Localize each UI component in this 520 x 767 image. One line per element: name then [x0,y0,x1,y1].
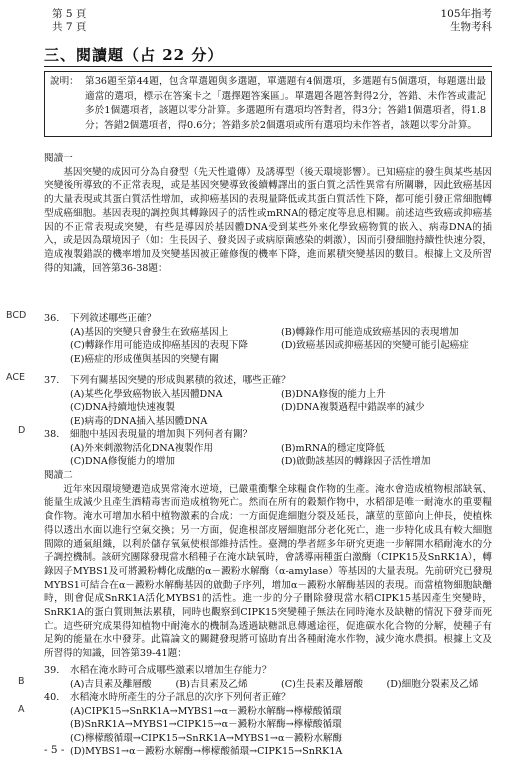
option-b[interactable]: (B)吉貝素及乙烯 [175,678,248,690]
question-number: 39. [44,665,60,676]
option-b[interactable]: (B)DNA修復的能力上升 [281,388,386,400]
page-footer-number: - 5 - [44,744,65,756]
passage-two-label: 閱讀二 [44,470,73,481]
answer-mark-39: B [18,676,25,687]
question-37 [44,374,492,428]
subject-name: 生物考科 [450,21,492,33]
instructions-label: 說明： [50,76,79,87]
question-number: 38. [44,429,60,440]
question-number: 37. [44,375,60,386]
option-a[interactable]: (A)某些化學致癌物嵌入基因體DNA [70,388,223,400]
question-stem: 細胞中基因表現量的增加與下列何者有關？ [70,429,253,440]
answer-mark-37: ACE [6,372,25,383]
option-a[interactable]: (A)吉貝素及離層酸 [70,678,152,690]
passage-one-label: 閱讀一 [44,153,73,164]
option-c[interactable]: (C)檸檬酸循環→CIPK15→SnRK1A→MYBS1→α－澱粉水解酶 [70,732,343,744]
question-stem: 下列有關基因突變的形成與累積的敘述，哪些正確？ [70,375,291,386]
option-d[interactable]: (D)致癌基因或抑癌基因的突變可能引起癌症 [281,340,469,352]
question-stem: 下列敘述哪些正確？ [70,313,157,324]
answer-mark-38: D [18,425,26,436]
option-a[interactable]: (A)基因的突變只會發生在致癌基因上 [70,326,229,338]
instructions-text: 第36題至第44題，包含單選題與多選題，單選題有4個選項，多選題有5個選項，每題選出最適當的選項，標示在答案卡之「選擇題答案區」。單選題各題答對得2分，答錯、未作答或畫記多於1個選項者，該題以零分計算。多選題所有選項均答對者，得3分；答錯1個選項者，得1.8分；答錯2個選項者，得0.6分；答錯多於2個選項或所有選項均未作答者，該題以零分計算。 [85,76,486,131]
option-b[interactable]: (B)轉錄作用可能造成致癌基因的表現增加 [281,326,459,338]
passage-two-text: 近年來因環境變遷造成異常淹水逆境，已嚴重衝擊全球糧食作物的生產。淹水會造成植物根部缺氧、能量生成減少且產生酒精毒害而造成植物死亡。然而在所有的穀類作物中，水稻卻是唯一耐淹水的重要糧食作物。淹水可增加水稻中植物激素的合成：一方面促進細胞分裂及延長，讓莖的莖節向上伸長，使植株得以透出水面以進行空氣交換；另一方面，促進根部皮層細胞部分老化死亡，進一步特化成具有較大細胞間隙的通氣組織，以利於儲存氧氣使根部維持活性。臺灣的學者經多年研究更進一步解開水稻耐淹水的分子調控機制。該研究團隊發現當水稻種子在淹水缺氧時，會誘導兩種蛋白激酶（CIPK15及SnRK1A），轉錄因子MYBS1及可將澱粉轉化成醣的α－澱粉水解酶（α-amylase）等基因的大量表現。先前研究已發現MYBS1可結合在α－澱粉水解酶基因的啟動子序列，增加α－澱粉水解酶基因的表現。而當植物細胞缺醣時，則會促成SnRK1A活化MYBS1的活性。進一步的分子刪除發現當水稻CIPK15基因產生突變時，SnRK1A的蛋白質則無法累積，同時也觀察到CIPK15突變種子無法在同時淹水及缺糖的情況下發芽而死亡。這些研究成果得知植物中耐淹水的機制為透過缺糖訊息傳遞途徑，促進碳水化合物的分解，使種子有足夠的能量在水中發芽。此篇論文的關鍵發現將可協助育出各種耐淹水作物，減少淹水農損。根據上文及所習得的知識，回答第39-41題： [44,483,492,660]
total-pages: 共 7 頁 [52,21,87,33]
exam-name: 105年指考 [440,8,492,20]
option-d[interactable]: (D)DNA複製過程中錯誤率的減少 [281,402,425,414]
option-d[interactable]: (D)MYBS1→α－澱粉水解酶→檸檬酸循環→CIPK15→SnRK1A [70,746,343,758]
option-d[interactable]: (D)細胞分裂素及乙烯 [386,678,479,690]
option-a[interactable]: (A)外來刺激物活化DNA複製作用 [70,442,213,454]
option-c[interactable]: (C)DNA持續地快速複製 [70,402,175,414]
passage-one-text: 基因突變的成因可分為自發型（先天性遺傳）及誘導型（後天環境影響）。已知癌症的發生與某些基因突變後所導致的不正常表現，或是基因突變導致後續轉譯出的蛋白質之活性異常有所關聯，因此致癌基因的大量表現或其蛋白質活性增加，或抑癌基因的表現量降低或其蛋白質活性下降，都可能引發正常細胞轉型成癌細胞。基因表現的調控與其轉錄因子的活性或mRNA的穩定度等息息相關。前述這些致癌或抑癌基因的不正常表現或突變，有些是導因於基因體DNA受到某些外來化學致癌物質的嵌入、病毒DNA的插入，或是因為環境因子（如：生長因子、發炎因子或病原菌感染的刺激），因而引發細胞持續性快速分裂，造成複製錯誤的機率增加及突變基因被正確修復的機率下降，進而累積突變基因的數目。根據上文及所習得的知識，回答第36-38題： [44,166,492,274]
option-e[interactable]: (E)癌症的形成僅與基因的突變有關 [70,353,219,365]
page-header-left [52,8,86,34]
question-38 [44,428,492,469]
option-c[interactable]: (C)生長素及離層酸 [281,678,363,690]
option-c[interactable]: (C)DNA修復能力的增加 [70,456,175,468]
section-title: 三、閱讀題（占 22 分） [44,46,224,64]
question-number: 40. [44,692,60,703]
question-stem: 水稻淹水時所產生的分子訊息的次序下列何者正確？ [70,692,291,703]
question-39 [44,664,492,691]
option-b[interactable]: (B)SnRK1A→MYBS1→CIPK15→α－澱粉水解酶→檸檬酸循環 [70,719,342,731]
option-b[interactable]: (B)mRNA的穩定度降低 [281,442,385,454]
answer-mark-36: BCD [6,310,27,321]
section-divider [44,66,492,67]
page-number: 第 5 頁 [52,8,87,20]
question-36 [44,312,492,366]
question-stem: 水稻在淹水時可合成哪些激素以增加生存能力？ [70,665,272,676]
answer-mark-40: A [18,704,25,715]
option-e[interactable]: (E)病毒的DNA插入基因體DNA [70,415,208,427]
option-c[interactable]: (C)轉錄作用可能造成抑癌基因的表現下降 [70,340,248,352]
instructions-box [44,71,492,137]
passage-one [44,152,492,275]
question-number: 36. [44,313,60,324]
option-d[interactable]: (D)啟動該基因的轉錄因子活性增加 [281,456,431,468]
question-40 [44,691,492,759]
option-a[interactable]: (A)CIPK15→SnRK1A→MYBS1→α－澱粉水解酶→檸檬酸循環 [70,705,342,717]
page-header-right [440,8,492,34]
passage-two [44,469,492,661]
